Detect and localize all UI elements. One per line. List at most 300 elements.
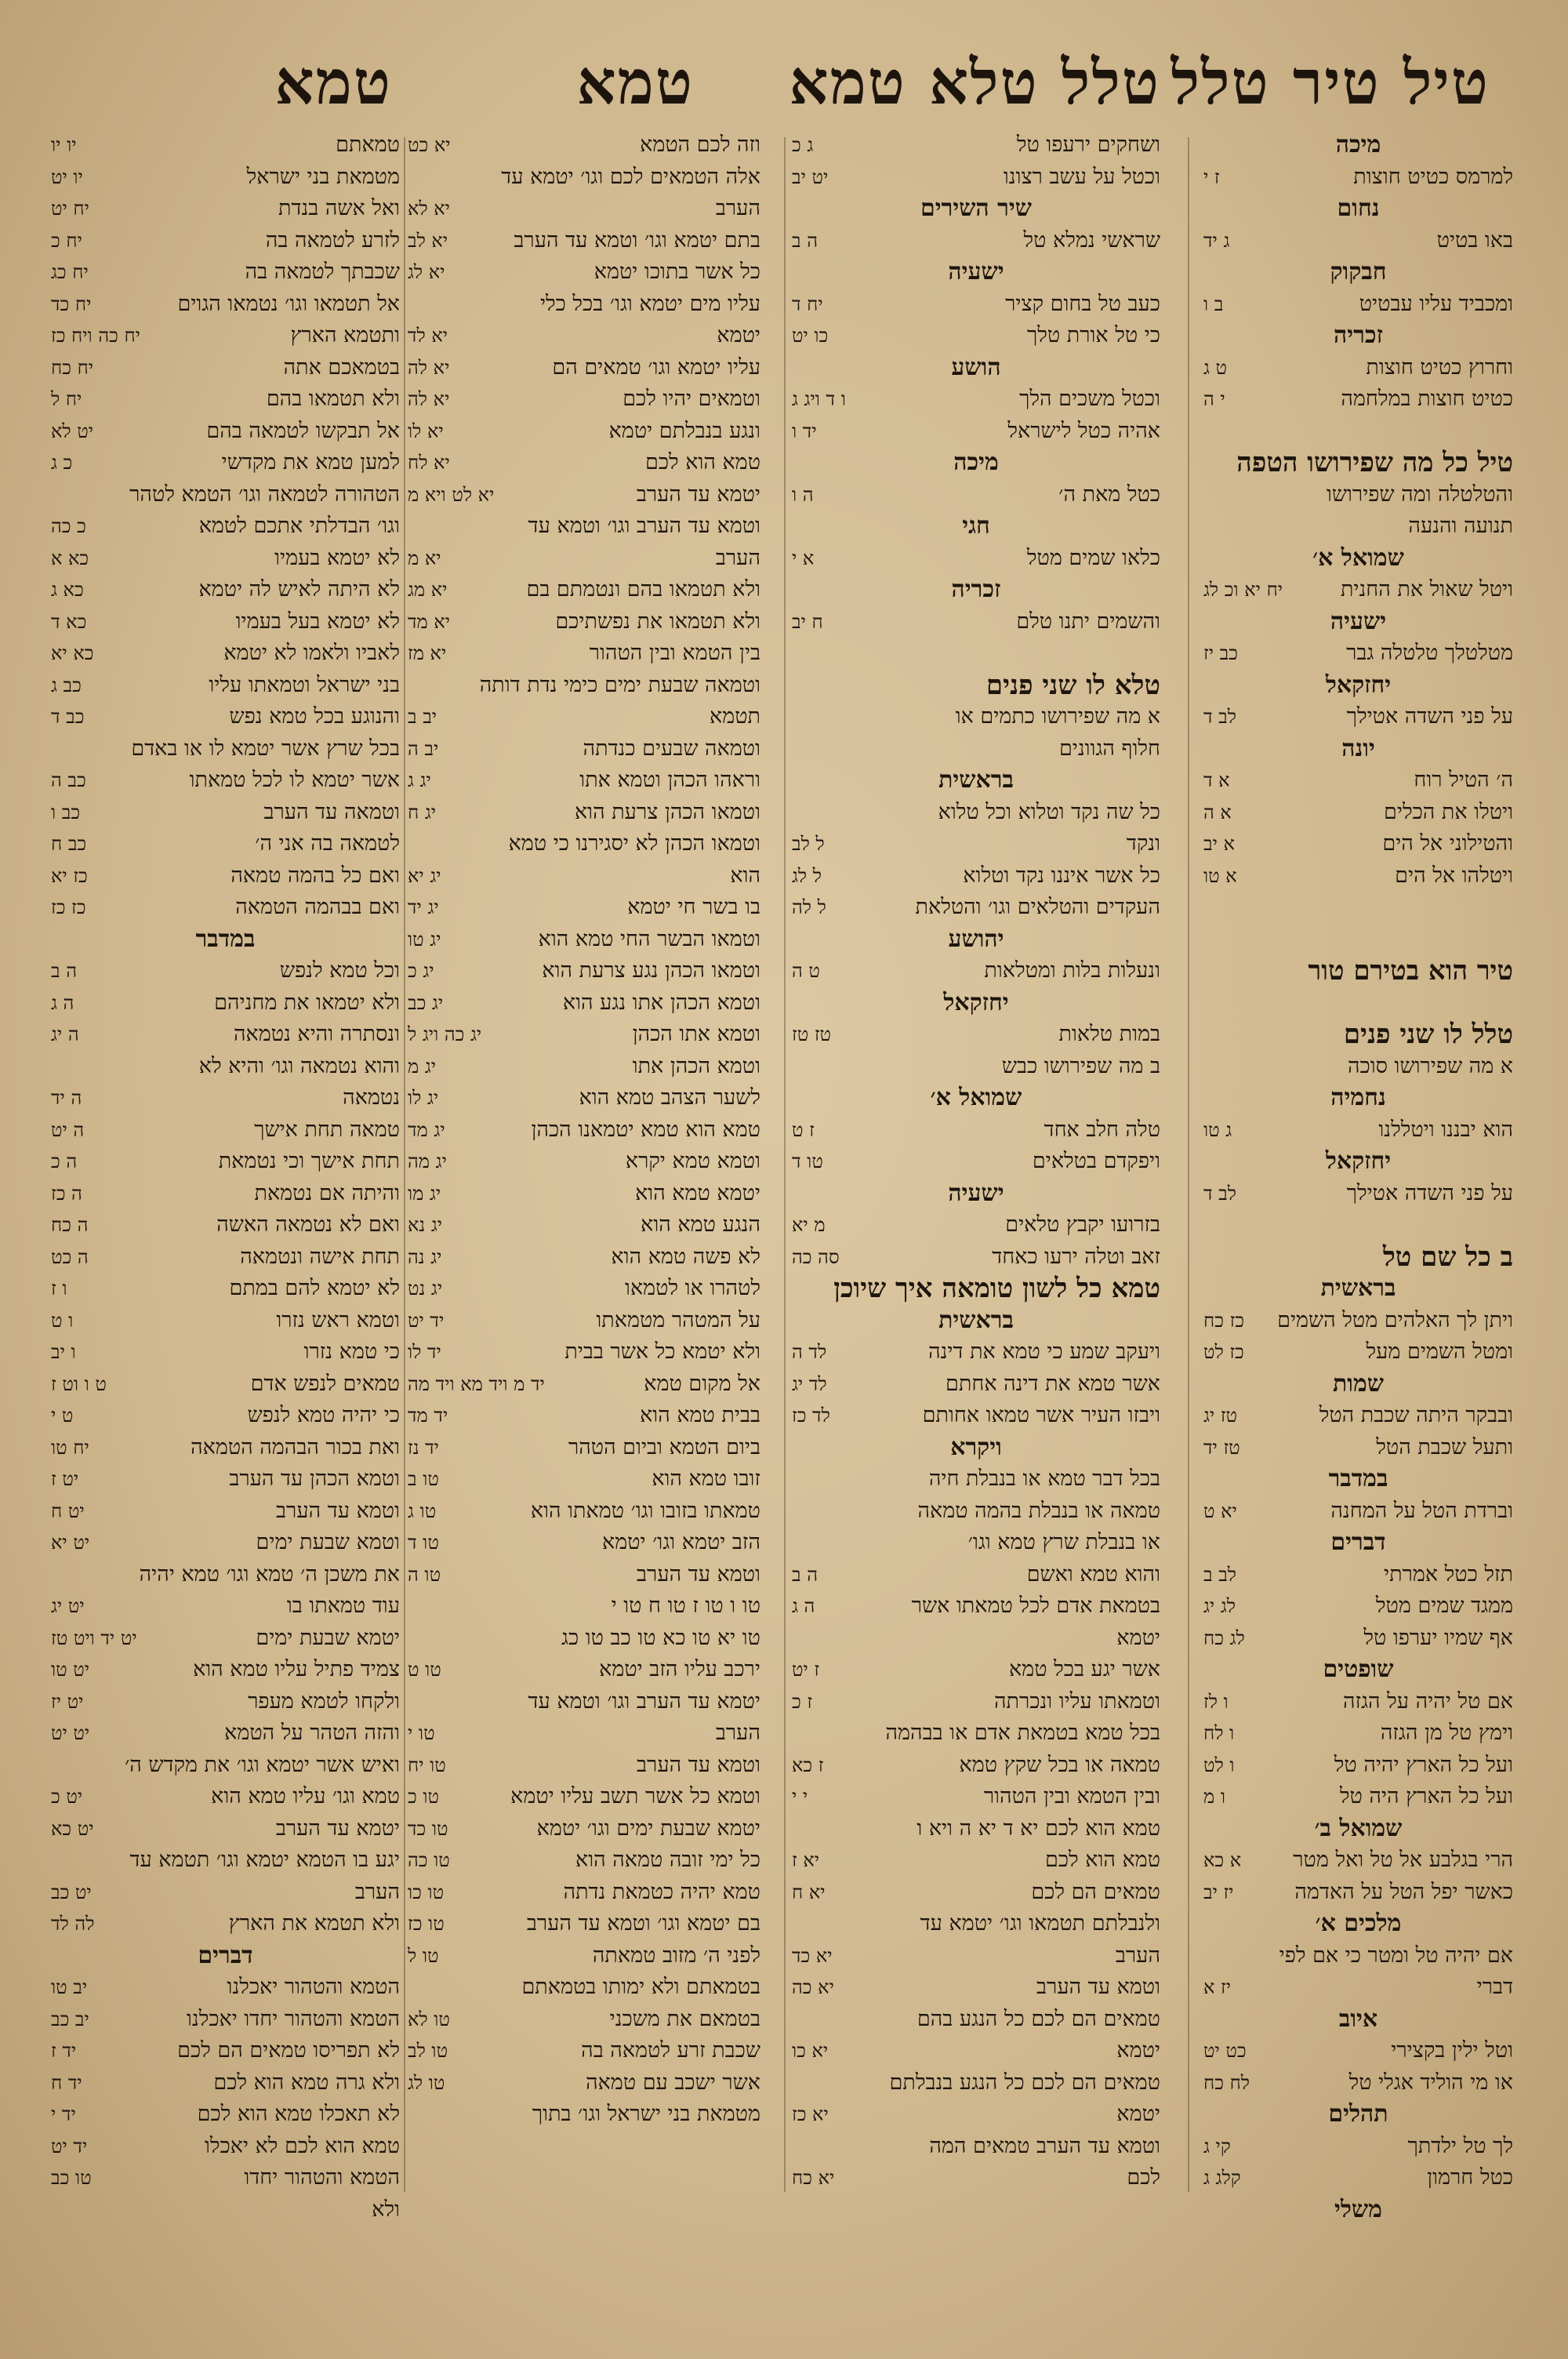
verse-text: לא יטמא להם במתם: [229, 1276, 400, 1300]
verse-reference: א י: [792, 547, 815, 569]
verse-text: כאשר יפל הטל על האדמה: [1294, 1879, 1513, 1904]
verse-line: [408, 1845, 760, 1877]
verse-text: העקדים והטלאים וגו׳ והטלאת: [915, 895, 1160, 919]
verse-line: [51, 2194, 400, 2226]
verse-reference: א כא: [1203, 1849, 1242, 1871]
verse-reference: יא לד: [408, 325, 448, 347]
verse-text: ותעל שכבת הטל: [1376, 1434, 1513, 1459]
verse-text: לא יטמא בעמיו: [274, 545, 400, 570]
verse-line: [51, 1845, 400, 1877]
verse-text: מטלטלך טלטלה גבר: [1346, 641, 1513, 665]
verse-text: ישעיה: [948, 258, 1004, 285]
verse-text: את משכן ה׳ טמא וגו׳ טמא יהיה: [139, 1561, 400, 1587]
running-head-right: טיל טיר טלל: [1171, 47, 1490, 118]
verse-text: וטמא עד הערב: [1036, 1975, 1160, 1999]
verse-line: [792, 1114, 1160, 1147]
verse-line: [792, 1686, 1160, 1718]
verse-line: [792, 2067, 1160, 2099]
verse-text: או בנבלת שרץ טמא וגו׳: [967, 1530, 1160, 1554]
verse-text: מיכה: [953, 449, 999, 476]
verse-reference: א ד: [1203, 769, 1230, 791]
verse-line: [51, 1209, 400, 1241]
verse-line: [51, 1336, 400, 1369]
verse-text: ויטלו את הכלים: [1384, 799, 1513, 824]
verse-reference: יד ח: [51, 2071, 82, 2094]
root-entry: [792, 670, 1160, 702]
book-heading: [792, 256, 1160, 289]
verse-text: הערב: [1115, 1943, 1160, 1968]
verse-line: [792, 1813, 1160, 1845]
verse-text: טמא הוא לכם יא ד יא ה ויא ו: [916, 1816, 1160, 1841]
verse-text: על פני השדה אטילך: [1346, 1180, 1513, 1205]
book-heading: [792, 447, 1160, 479]
verse-text: ולקחו לטמא מעפר: [248, 1688, 400, 1714]
verse-reference: יג יא: [408, 864, 441, 887]
verse-line: [1203, 383, 1513, 416]
verse-text: טמאים הם לכם כל הנגע בהם: [916, 2006, 1160, 2031]
verse-line: [408, 987, 760, 1020]
verse-reference: טו ד: [792, 1150, 823, 1172]
verse-text: ולא תטמאו בהם: [266, 387, 400, 411]
verse-line: [408, 574, 760, 606]
verse-text: תטמא: [710, 704, 760, 729]
verse-text: ממגד שמים מטל: [1375, 1594, 1513, 1618]
verse-reference: כב ה: [51, 769, 86, 791]
verse-text: יהושע: [948, 925, 1004, 953]
verse-text: אשר ישכב עם טמאה: [586, 2070, 760, 2095]
verse-line: [51, 1146, 400, 1178]
verse-text: טמאתו בזובו וגו׳ טמאתו הוא: [530, 1498, 760, 1523]
verse-line: [51, 129, 400, 162]
verse-reference: כב יז: [1203, 642, 1238, 664]
verse-line: [408, 1019, 760, 1051]
verse-line: [792, 129, 1160, 162]
verse-line: [792, 416, 1160, 448]
verse-reference: כז כז: [51, 896, 86, 918]
verse-line: [408, 511, 760, 543]
verse-text: וכטל על עשב רצונו: [1003, 164, 1160, 189]
verse-reference: יט יא: [51, 1532, 90, 1554]
verse-reference: ה ג: [51, 991, 74, 1014]
verse-reference: יח יא וכ לג: [1203, 579, 1283, 601]
verse-text: לך טל ילדתך: [1407, 2133, 1513, 2158]
verse-line: [408, 1400, 760, 1432]
verse-reference: לב ד: [1203, 706, 1236, 728]
verse-reference: יג כב: [408, 991, 444, 1014]
verse-line: [408, 352, 760, 384]
verse-reference: יב ה: [408, 737, 439, 760]
verse-reference: ט ו וט ז: [51, 1372, 107, 1395]
verse-line: [792, 1750, 1160, 1782]
verse-text: יטמא: [1116, 2038, 1160, 2063]
verse-text: טו ו טו ז טו ח טו י: [611, 1594, 760, 1618]
verse-reference: טו כה: [408, 1849, 450, 1871]
verse-reference: י י: [792, 1786, 808, 1808]
verse-line: [792, 1019, 1160, 1051]
verse-text: הטהורה לטמאה וגו׳ הטמא לטהר: [129, 482, 400, 507]
verse-line: [1203, 1209, 1513, 1241]
verse-line: [1203, 1781, 1513, 1813]
verse-line: [1203, 1051, 1513, 1083]
verse-reference: יא מג: [408, 579, 448, 601]
verse-text: כטיט חוצות במלחמה: [1341, 387, 1513, 411]
verse-reference: יג טו: [408, 928, 441, 951]
verse-text: ואם לא נטמאה האשה: [216, 1212, 400, 1237]
verse-text: טלה חלב אחד: [1044, 1117, 1160, 1142]
verse-text: אהיה כטל לישראל: [1007, 418, 1160, 443]
verse-text: ויטל שאול את החנית: [1340, 577, 1513, 602]
book-heading: [792, 511, 1160, 543]
verse-text: ושחקים ירעפו טל: [1016, 133, 1160, 157]
verse-text: מטמאת בני ישראל וגו׳ בתוך: [532, 2102, 760, 2126]
verse-reference: כב ח: [51, 833, 87, 855]
verse-reference: יט יד ויט טז: [51, 1627, 137, 1649]
verse-reference: כב ד: [51, 706, 85, 728]
verse-reference: כז כח: [1203, 1309, 1244, 1332]
book-heading: [792, 924, 1160, 956]
verse-reference: ה ג: [792, 1595, 815, 1617]
verse-reference: ו ז: [51, 1278, 67, 1299]
verse-reference: ח יב: [792, 610, 823, 633]
verse-reference: כא ד: [51, 610, 87, 633]
verse-reference: יא כה: [792, 1976, 834, 1998]
verse-reference: יח כג: [51, 261, 89, 283]
verse-reference: ב ו: [1203, 293, 1224, 315]
verse-line: [51, 606, 400, 638]
verse-text: לא היתה לאיש לה יטמא: [198, 577, 400, 602]
verse-text: וטמא ראש נזרו: [276, 1307, 400, 1332]
verse-line: [792, 2131, 1160, 2163]
verse-reference: לג כח: [1203, 1627, 1245, 1649]
verse-reference: יז א: [1203, 1976, 1232, 1998]
verse-line: [1203, 416, 1513, 448]
verse-reference: יד לו: [408, 1341, 441, 1363]
verse-reference: ו יב: [51, 1341, 76, 1363]
verse-text: כל אשר איננו נקד וטלוא: [963, 863, 1160, 888]
verse-text: וטמא עד הערב טמאים המה: [929, 2133, 1160, 2158]
verse-text: מיכה: [1335, 131, 1381, 158]
verse-line: [51, 1686, 400, 1718]
verse-line: [51, 1082, 400, 1114]
verse-reference: כז יא: [51, 864, 88, 887]
verse-line: [792, 701, 1160, 733]
verse-line: [792, 1781, 1160, 1813]
book-heading: [1203, 2194, 1513, 2226]
verse-line: [51, 797, 400, 829]
verse-line: [408, 1877, 760, 1909]
verse-text: כי טמא נזרו: [303, 1339, 400, 1364]
verse-text: כעב טל בחום קציר: [1005, 291, 1160, 316]
verse-line: [1203, 2162, 1513, 2194]
root-entry: [1203, 447, 1513, 479]
verse-line: [408, 1178, 760, 1210]
verse-text: לטהרו או לטמאו: [625, 1276, 760, 1300]
verse-reference: ה כט: [51, 1245, 89, 1268]
verse-text: ולא תטמאו בהם ונטמתם בם: [526, 577, 760, 602]
verse-text: וטמאו הכהן נגע צרעת הוא: [542, 958, 760, 983]
verse-line: [1203, 1114, 1513, 1147]
verse-line: [51, 860, 400, 892]
verse-line: [51, 1051, 400, 1083]
verse-reference: ה ב: [51, 960, 77, 982]
verse-text: טמא וגו׳ עליו טמא הוא: [211, 1784, 400, 1808]
verse-text: וטמא הכהן אתו: [632, 1053, 760, 1078]
verse-text: וטמא עד הערב: [637, 1561, 760, 1587]
verse-text: איוב: [1338, 2005, 1378, 2033]
verse-text: וימץ טל מן הגזה: [1380, 1721, 1513, 1745]
verse-text: תהלים: [1328, 2100, 1388, 2128]
verse-reference: יו יט: [51, 165, 83, 188]
verse-line: [792, 828, 1160, 860]
verse-reference: ה ב: [792, 229, 818, 252]
verse-reference: יג מ: [408, 1055, 437, 1078]
verse-line: [1203, 892, 1513, 924]
verse-text: הושע: [951, 353, 1001, 381]
verse-text: על פני השדה אטילך: [1346, 704, 1513, 729]
book-heading: [1203, 256, 1513, 289]
verse-text: כטל חרמון: [1427, 2165, 1513, 2190]
verse-text: עליו יטמא וגו׳ טמאים הם: [552, 354, 760, 380]
verse-text: ומכביד עליו עבטיט: [1359, 291, 1513, 316]
verse-text: בראשית: [938, 1306, 1014, 1334]
verse-reference: יח ל: [51, 388, 82, 410]
verse-text: טמאים הם לכם כל הנגע בנבלתם: [889, 2070, 1160, 2095]
verse-text: ישעיה: [948, 1179, 1004, 1207]
verse-line: [408, 256, 760, 289]
verse-line: [1203, 511, 1513, 543]
verse-line: [792, 860, 1160, 892]
verse-line: [408, 383, 760, 416]
verse-text: למרמס כטיט חוצות: [1353, 164, 1513, 189]
verse-line: [408, 1972, 760, 2004]
verse-text: בתם יטמא וגו׳ וטמא עד הערב: [514, 227, 760, 253]
verse-line: [408, 828, 760, 860]
verse-text: ועל כל הארץ היה טל: [1339, 1784, 1513, 1808]
verse-text: וטמא טמא יקרא: [625, 1149, 760, 1173]
book-heading: [1203, 1369, 1513, 1401]
running-head-center-left: טמא: [576, 47, 694, 118]
verse-text: דברי: [1476, 1975, 1513, 1999]
book-heading: [1203, 1146, 1513, 1178]
verse-reference: קי ג: [1203, 2135, 1231, 2157]
verse-text: אל מקום טמא: [644, 1371, 760, 1396]
verse-line: [792, 1496, 1160, 1528]
verse-line: [51, 256, 400, 289]
verse-line: [1203, 638, 1513, 670]
verse-line: [408, 1463, 760, 1496]
verse-line: [792, 1877, 1160, 1909]
verse-reference: יא ט: [1203, 1499, 1237, 1522]
verse-line: [51, 479, 400, 511]
verse-line: [1203, 1559, 1513, 1591]
verse-text: זכריה: [1334, 322, 1383, 349]
verse-reference: יט ז: [51, 1468, 79, 1490]
verse-text: יחזקאל: [1325, 1147, 1392, 1175]
verse-line: [792, 1400, 1160, 1432]
verse-text: טלל לו שני פנים: [1343, 1019, 1513, 1050]
verse-reference: לב ב: [1203, 1563, 1236, 1586]
verse-text: ה׳ הטיל רוח: [1414, 768, 1513, 792]
verse-line: [408, 1336, 760, 1369]
verse-text: על המטהר מטמאתו: [596, 1307, 760, 1332]
verse-reference: טו לא: [408, 2008, 450, 2030]
verse-line: [1203, 352, 1513, 384]
verse-text: טו יא טו כא טו כב טו כג: [561, 1625, 760, 1650]
verse-text: וטמא הכהן עד הערב: [229, 1467, 400, 1491]
verse-line: [1203, 1845, 1513, 1877]
verse-line: [408, 1114, 760, 1147]
verse-text: הנגע טמא הוא: [641, 1212, 760, 1237]
verse-text: הטמא והטהור יחדו יאכלנו: [187, 2006, 400, 2031]
verse-reference: כא יא: [51, 642, 94, 664]
verse-line: [1203, 479, 1513, 511]
verse-reference: ה ב: [792, 1563, 818, 1586]
verse-text: אם יהיה טל ומטר כי אם לפי: [1279, 1943, 1513, 1968]
verse-line: [408, 1559, 760, 1591]
verse-line: [792, 606, 1160, 638]
verse-line: [1203, 860, 1513, 892]
verse-reference: טו כ: [408, 1786, 439, 1808]
verse-text: ויתן לך האלהים מטל השמים: [1277, 1307, 1513, 1332]
verse-reference: א טו: [1203, 864, 1237, 887]
book-heading: [1203, 2099, 1513, 2131]
verse-reference: יג מה: [408, 1150, 447, 1172]
book-heading: [1203, 670, 1513, 702]
verse-text: נחמיה: [1330, 1084, 1386, 1111]
verse-reference: יא לו: [408, 420, 444, 442]
verse-reference: יו יו: [51, 134, 77, 156]
verse-line: [51, 1590, 400, 1623]
concordance-column-1: [1203, 129, 1513, 2223]
verse-line: [51, 2004, 400, 2036]
verse-line: [408, 797, 760, 829]
verse-reference: יד נז: [408, 1436, 439, 1459]
verse-line: [792, 1146, 1160, 1178]
verse-line: [792, 2099, 1160, 2131]
verse-reference: א ה: [1203, 801, 1232, 823]
verse-reference: לח כח: [1203, 2071, 1250, 2094]
verse-line: [408, 1209, 760, 1241]
verse-reference: ו ט: [51, 1309, 74, 1332]
verse-text: הערב: [715, 196, 760, 220]
verse-text: ואל אשה בנדת: [278, 196, 400, 220]
verse-text: כטל מאת ה׳: [1058, 482, 1160, 507]
verse-line: [792, 797, 1160, 829]
verse-text: שמואל ב׳: [1314, 1814, 1403, 1842]
root-entry: [792, 1273, 1160, 1305]
verse-text: שכבתך לטמאה בה: [245, 260, 400, 284]
verse-line: [792, 320, 1160, 352]
verse-line: [1203, 162, 1513, 194]
verse-line: [51, 2162, 400, 2194]
verse-text: ונקד: [1126, 831, 1160, 856]
book-heading: [792, 1305, 1160, 1337]
verse-text: ותטמא הארץ: [290, 323, 400, 347]
book-heading: [1203, 1527, 1513, 1559]
verse-line: [792, 543, 1160, 575]
verse-reference: יד יט: [408, 1309, 445, 1332]
verse-line: [792, 638, 1160, 670]
verse-text: ולא יטמאו את מחניהם: [214, 990, 400, 1015]
verse-reference: יא כו: [792, 2040, 829, 2062]
verse-text: בבית טמא הוא: [640, 1403, 760, 1427]
verse-reference: טז טז: [792, 1023, 832, 1045]
verse-reference: יט כא: [51, 1817, 94, 1840]
verse-line: [792, 1209, 1160, 1241]
book-heading: [1203, 1273, 1513, 1305]
verse-line: [51, 2035, 400, 2067]
verse-line: [408, 606, 760, 638]
verse-text: וגו׳ הבדלתי אתכם לטמא: [198, 514, 400, 538]
verse-text: חלוף הגוונים: [1058, 736, 1160, 761]
verse-text: טמאתם: [336, 133, 400, 157]
verse-reference: יח טו: [51, 1436, 89, 1459]
concordance-column-3: [408, 129, 760, 2200]
verse-line: [51, 987, 400, 1020]
verse-text: שראשי נמלא טל: [1023, 227, 1160, 253]
verse-line: [792, 1590, 1160, 1623]
verse-line: [408, 1750, 760, 1782]
verse-text: בין הטמא ובין הטהור: [589, 641, 760, 665]
verse-text: נטמאה: [343, 1085, 400, 1110]
verse-line: [792, 1369, 1160, 1401]
verse-line: [408, 1813, 760, 1845]
verse-line: [408, 1527, 760, 1559]
book-heading: [792, 193, 1160, 225]
verse-reference: לה לד: [51, 1913, 95, 1935]
verse-reference: ז כא: [792, 1754, 824, 1776]
verse-text: וכל טמא לנפש: [279, 958, 400, 983]
verse-text: לכם: [1127, 2165, 1160, 2190]
verse-reference: ו לז: [1203, 1690, 1229, 1713]
verse-reference: טו ד: [408, 1532, 439, 1554]
verse-text: יונה: [1341, 734, 1375, 762]
verse-text: וטמא שבעת ימים: [256, 1530, 400, 1554]
verse-line: [51, 1781, 400, 1813]
verse-line: [408, 701, 760, 733]
verse-line: [51, 1432, 400, 1464]
verse-reference: ה יג: [51, 1023, 79, 1045]
verse-line: [51, 1463, 400, 1496]
verse-text: ב מה שפירושו כבש: [1001, 1053, 1160, 1078]
verse-text: אל תטמאו וגו׳ נטמאו הגוים: [177, 291, 400, 316]
verse-text: וטמא אתו הכהן: [632, 1022, 760, 1046]
verse-text: וטמאים יהיו לכם: [622, 387, 760, 411]
verse-text: והטלטלה ומה שפירושו: [1327, 482, 1513, 507]
verse-reference: יג יד: [408, 896, 439, 918]
verse-line: [1203, 574, 1513, 606]
verse-text: והשמים יתנו טלם: [1016, 609, 1160, 634]
verse-line: [792, 1051, 1160, 1083]
verse-line: [408, 1654, 760, 1686]
verse-line: [408, 765, 760, 797]
verse-reference: ה ו: [792, 483, 814, 506]
running-head-center-right: טלל טלא טמא: [789, 47, 1160, 118]
verse-line: [1203, 828, 1513, 860]
verse-reference: יא לח: [408, 452, 450, 474]
verse-text: טמאה או בכל שקץ טמא: [959, 1752, 1160, 1777]
verse-reference: יח ד: [792, 293, 823, 315]
verse-reference: ו מ: [1203, 1786, 1225, 1808]
verse-line: [51, 543, 400, 575]
verse-text: יטמא עד הערב: [636, 482, 760, 507]
verse-text: אלה הטמאים לכם וגו׳ יטמא עד: [501, 164, 760, 189]
verse-line: [792, 1527, 1160, 1559]
verse-text: באו בטיט: [1436, 227, 1513, 253]
verse-line: [408, 955, 760, 987]
verse-text: והטילוני אל הים: [1382, 831, 1513, 856]
verse-reference: יא ח: [792, 1881, 826, 1903]
